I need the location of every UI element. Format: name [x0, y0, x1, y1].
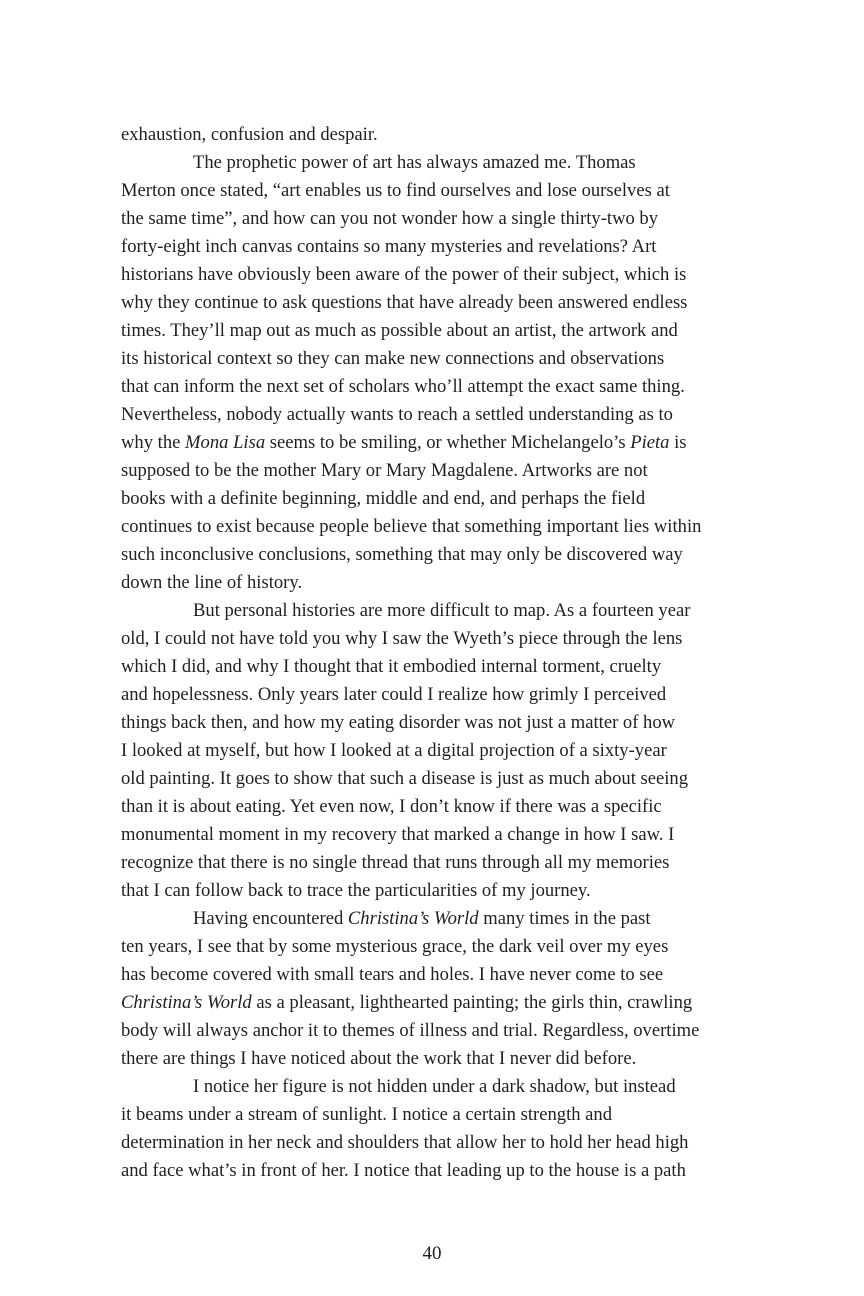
text-line [121, 345, 664, 373]
text-line [121, 205, 658, 233]
text-run: exhaustion, confusion and despair. [121, 124, 378, 145]
text-run: old painting. It goes to show that such a disease is just as much about seeing [121, 768, 689, 789]
text-line [121, 457, 648, 485]
text-line [121, 289, 687, 317]
text-run: that can inform the next set of scholars who’ll attempt the exact same thing. [121, 376, 685, 397]
text-run: many times in the past [478, 908, 651, 929]
text-line [121, 233, 656, 261]
text-run: historians have obviously been aware of the power of their subject, which is [121, 264, 687, 285]
text-line [121, 1157, 686, 1185]
text-line [121, 1101, 612, 1129]
text-line [121, 177, 670, 205]
text-line [121, 541, 683, 569]
text-run: why the [121, 432, 186, 453]
text-line [121, 429, 687, 457]
text-line [121, 989, 692, 1017]
text-run: I notice her figure is not hidden under a dark shadow, but instead [193, 1076, 676, 1097]
text-run: there are things I have noticed about the work that I never did before. [121, 1048, 637, 1069]
text-run: which I did, and why I thought that it embodied internal torment, cruelty [121, 656, 662, 677]
text-line [193, 149, 636, 177]
text-run: But personal histories are more difficult to map. As a fourteen year [193, 600, 691, 621]
text-run: The prophetic power of art has always amazed me. Thomas [193, 152, 636, 173]
text-line [121, 709, 675, 737]
italic-title: Christina’s World [347, 908, 479, 929]
text-run: down the line of history. [121, 572, 303, 593]
text-line [121, 849, 669, 877]
italic-title: Pieta [630, 432, 670, 453]
text-line [121, 737, 667, 765]
text-run: old, I could not have told you why I saw the Wyeth’s piece through the lens [121, 628, 683, 649]
text-run: Nevertheless, nobody actually wants to reach a settled understanding as to [121, 404, 673, 425]
text-run: ten years, I see that by some mysterious grace, the dark veil over my eyes [121, 936, 669, 957]
text-run: it beams under a stream of sunlight. I notice a certain strength and [121, 1104, 613, 1125]
text-line [121, 261, 686, 289]
text-run: and hopelessness. Only years later could I realize how grimly I perceived [121, 684, 667, 705]
text-line [193, 1073, 676, 1101]
text-line [121, 765, 688, 793]
text-run: monumental moment in my recovery that marked a change in how I saw. I [121, 824, 675, 845]
text-run: seems to be smiling, or whether Michelangelo’s [265, 432, 631, 453]
text-run: Having encountered [193, 908, 348, 929]
text-run: supposed to be the mother Mary or Mary Magdalene. Artworks are not [121, 460, 648, 481]
text-line [121, 485, 645, 513]
text-run: its historical context so they can make new connections and observations [121, 348, 665, 369]
text-run: determination in her neck and shoulders that allow her to hold her head high [121, 1132, 689, 1153]
text-line [121, 569, 302, 597]
text-line [121, 1045, 636, 1073]
text-run: things back then, and how my eating disorder was not just a matter of how [121, 712, 676, 733]
text-line [121, 625, 682, 653]
text-run: books with a definite beginning, middle and end, and perhaps the field [121, 488, 646, 509]
text-line [121, 877, 591, 905]
italic-title: Mona Lisa [185, 432, 266, 453]
text-run: as a pleasant, lighthearted painting; the girls thin, crawling [251, 992, 693, 1013]
text-line [193, 597, 690, 625]
text-run: has become covered with small tears and holes. I have never come to see [121, 964, 664, 985]
text-run: than it is about eating. Yet even now, I don’t know if there was a specific [121, 796, 662, 817]
text-run: I looked at myself, but how I looked at a digital projection of a sixty-year [121, 740, 667, 761]
text-line [121, 513, 701, 541]
page-number: 40 [422, 1243, 442, 1264]
text-line [121, 1017, 699, 1045]
text-run: and face what’s in front of her. I notice that leading up to the house is a path [121, 1160, 686, 1181]
text-line [121, 401, 673, 429]
text-line [121, 793, 662, 821]
text-run: the same time”, and how can you not wonder how a single thirty-two by [121, 208, 659, 229]
italic-title: Christina’s World [121, 992, 252, 1013]
text-line [121, 821, 674, 849]
text-run: is [669, 432, 687, 453]
text-run: why they continue to ask questions that have already been answered endless [121, 292, 688, 313]
text-line [121, 961, 663, 989]
text-line [121, 121, 378, 149]
text-run: continues to exist because people believe that something important lies within [121, 516, 702, 537]
text-run: recognize that there is no single thread that runs through all my memories [121, 852, 670, 873]
text-run: that I can follow back to trace the particularities of my journey. [121, 880, 591, 901]
text-run: body will always anchor it to themes of illness and trial. Regardless, overtime [121, 1020, 700, 1041]
text-run: times. They’ll map out as much as possible about an artist, the artwork and [121, 320, 678, 341]
text-run: such inconclusive conclusions, something that may only be discovered way [121, 544, 683, 565]
text-line [121, 653, 661, 681]
text-line [121, 317, 678, 345]
text-line [121, 681, 666, 709]
text-line [121, 1129, 688, 1157]
text-line [121, 373, 685, 401]
text-run: Merton once stated, “art enables us to find ourselves and lose ourselves at [121, 180, 670, 201]
text-line [193, 905, 651, 933]
text-run: forty-eight inch canvas contains so many mysteries and revelations? Art [121, 236, 657, 257]
text-line [121, 933, 668, 961]
